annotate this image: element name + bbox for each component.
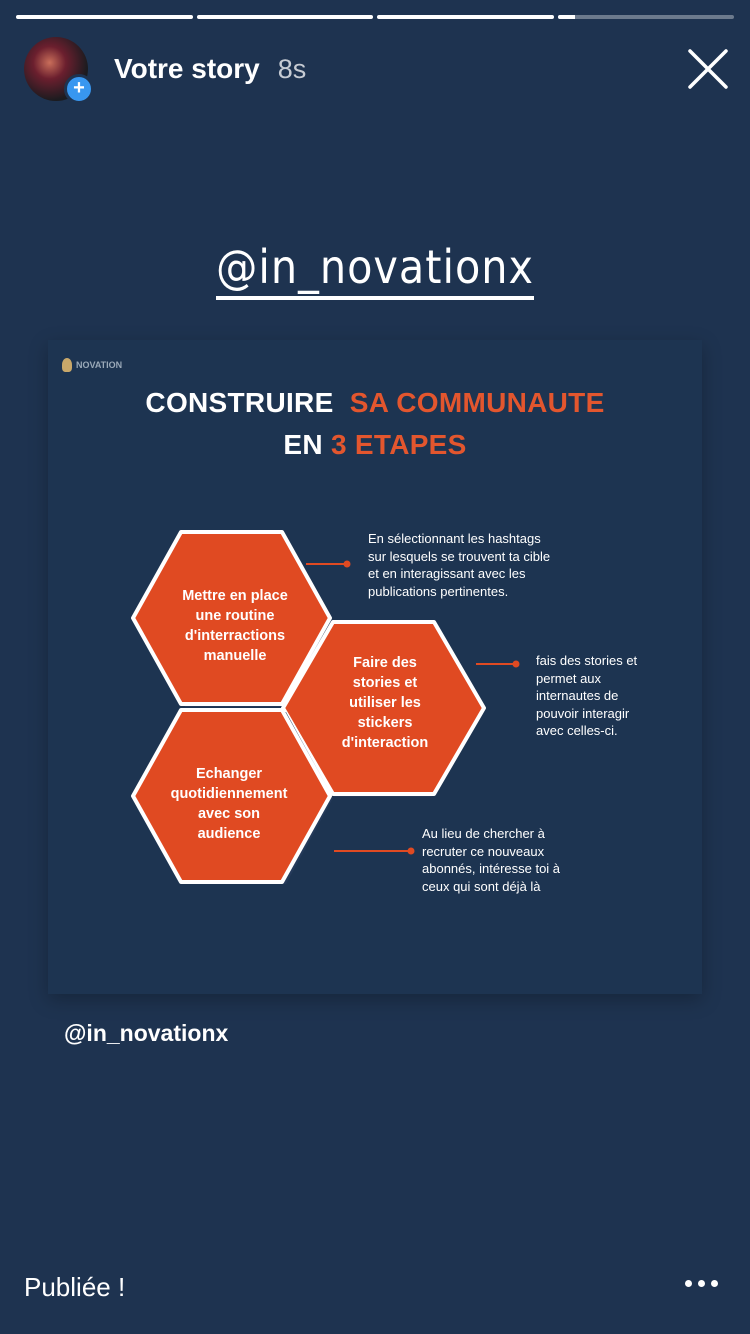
brand-logo-text: NOVATION [76, 360, 123, 370]
connector-3 [334, 848, 415, 855]
desc-line: fais des stories et [536, 653, 638, 668]
hex-line: quotidiennement [170, 786, 288, 802]
hex-line: Mettre en place [182, 588, 288, 604]
desc-line: et en interagissant avec les [368, 566, 526, 581]
hex-line: audience [197, 826, 261, 842]
step-3-label [152, 764, 306, 844]
close-button[interactable] [686, 47, 730, 91]
headline-part-accent: 3 ETAPES [330, 429, 467, 460]
progress-fill [197, 15, 374, 19]
story-title: Votre story [114, 53, 260, 84]
step-3-description [422, 825, 560, 895]
close-icon [686, 47, 730, 91]
desc-line: permet aux [536, 670, 602, 686]
step-1-label [158, 586, 312, 666]
hex-line: manuelle [203, 648, 267, 664]
shared-post[interactable] [48, 340, 702, 994]
progress-fill [16, 15, 193, 19]
headline-part: CONSTRUIRE [145, 387, 334, 418]
more-icon [711, 1280, 718, 1287]
progress-segment-2 [197, 15, 374, 19]
mention-text: @in_novationx [216, 240, 534, 300]
hex-line: stories et [352, 675, 418, 691]
desc-line: En sélectionnant les hashtags [368, 531, 541, 546]
step-2-description [536, 652, 637, 740]
hex-line: une routine [195, 608, 275, 624]
desc-line: sur lesquels se trouvent ta cible [368, 548, 551, 564]
more-button[interactable] [685, 1280, 718, 1287]
desc-line: ceux qui sont déjà là [422, 878, 541, 894]
avatar[interactable] [24, 37, 88, 101]
connector-2 [476, 661, 520, 668]
desc-line: internautes de [536, 688, 619, 703]
progress-fill [558, 15, 576, 19]
progress-segment-1 [16, 15, 193, 19]
hex-line: Faire des [353, 655, 417, 671]
desc-line: recruter ce nouveaux [422, 843, 545, 859]
plus-icon[interactable]: + [64, 74, 94, 104]
hex-line: utiliser les [349, 695, 421, 711]
story-progress [16, 15, 734, 19]
story-timestamp: 8s [277, 53, 307, 84]
headline-part-accent: SA COMMUNAUTE [349, 387, 605, 418]
mention-sticker[interactable] [0, 240, 750, 294]
step-1-description [368, 530, 550, 600]
progress-segment-3 [377, 15, 554, 19]
desc-line: Au lieu de chercher à [422, 826, 545, 841]
hex-line: Echanger [195, 766, 263, 782]
desc-line: publications pertinentes. [368, 583, 509, 599]
progress-fill [377, 15, 554, 19]
desc-line: avec celles-ci. [536, 723, 618, 738]
desc-line: abonnés, intéresse toi à [422, 861, 561, 876]
hex-line: d'interractions [184, 628, 286, 644]
step-2-label [308, 653, 462, 753]
hex-line: stickers [357, 715, 413, 731]
more-icon [685, 1280, 692, 1287]
published-status: Publiée ! [24, 1272, 126, 1302]
more-icon [698, 1280, 705, 1287]
hex-line: d'interaction [341, 735, 429, 751]
desc-line: pouvoir interagir [536, 705, 630, 721]
headline-part: EN [283, 429, 323, 460]
hex-line: avec son [197, 806, 261, 822]
progress-segment-4 [558, 15, 735, 19]
story-header [24, 36, 730, 102]
story-caption[interactable]: @in_novationx [64, 1020, 229, 1046]
